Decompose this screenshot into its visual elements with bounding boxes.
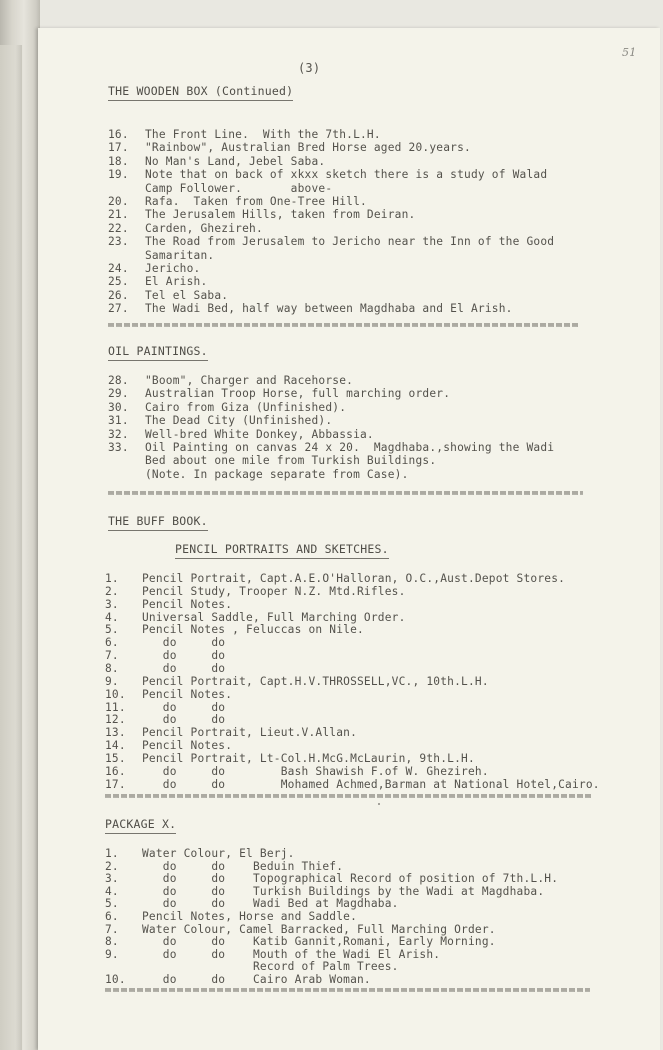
item-text: Pencil Portrait, Lt-Col.H.McG.McLaurin, 9th.L.H. — [142, 751, 475, 765]
item-number: 3. — [105, 597, 119, 611]
wooden-box-title: THE WOODEN BOX (Continued) — [108, 84, 294, 98]
item-number: 12. — [105, 713, 126, 727]
item-text: Jericho. — [145, 262, 201, 275]
item-number: 9. — [105, 947, 119, 961]
item-number: 19. — [108, 168, 129, 182]
item-number: 28. — [108, 374, 129, 387]
page-number: (3) — [298, 61, 321, 75]
item-text: do do Beduin Thief. — [142, 859, 344, 873]
item-text: do do Mohamed Achmed,Barman at National Hotel,Cairo. — [142, 777, 600, 791]
item-number: 18. — [108, 154, 129, 168]
item-text: do do — [142, 713, 226, 727]
item-text: No Man's Land, Jebel Saba. — [145, 154, 326, 168]
ink-speck — [378, 803, 380, 805]
item-number: 17. — [105, 777, 126, 791]
item-text: The Jerusalem Hills, taken from Deiran. — [145, 208, 416, 222]
item-text: Note that on back of xkxx sketch there is a study of Walad — [145, 168, 548, 182]
item-text: The Front Line. With the 7th.L.H. — [145, 128, 381, 141]
item-text: "Boom", Charger and Racehorse. — [145, 374, 354, 387]
item-text: Cairo from Giza (Unfinished). — [145, 400, 347, 414]
item-text: Camp Follower. above- — [145, 181, 333, 195]
item-number: 4. — [105, 610, 119, 624]
item-text: Australian Troop Horse, full marching order. — [145, 387, 451, 401]
item-number: 21. — [108, 208, 129, 222]
item-text: Pencil Notes, Horse and Saddle. — [142, 910, 357, 923]
item-number: 22. — [108, 221, 129, 235]
item-text: Carden, Ghezireh. — [145, 221, 263, 235]
section-divider — [105, 794, 592, 798]
item-number: 20. — [108, 195, 129, 208]
item-text: Pencil Notes. — [142, 597, 233, 611]
item-number: 8. — [105, 935, 119, 949]
item-text: Pencil Portrait, Lieut.V.Allan. — [142, 726, 357, 740]
item-number: 5. — [105, 623, 119, 637]
item-text: "Rainbow", Australian Bred Horse aged 20.years. — [145, 141, 471, 155]
section-divider — [108, 491, 583, 495]
item-number: 10. — [105, 687, 126, 701]
item-number: 11. — [105, 700, 126, 714]
item-number: 10. — [105, 973, 126, 986]
section-divider — [105, 988, 590, 992]
item-text: Water Colour, Camel Barracked, Full Marching Order. — [142, 922, 496, 936]
item-text: do do — [142, 636, 226, 650]
item-text: The Road from Jerusalem to Jericho near the Inn of the Good — [145, 235, 555, 249]
item-text: do do — [142, 649, 226, 663]
item-text: Pencil Notes. — [142, 739, 233, 753]
item-number: 15. — [105, 751, 126, 765]
item-text: Pencil Notes , Feluccas on Nile. — [142, 623, 364, 637]
item-text: do do Bash Shawish F.of W. Ghezireh. — [142, 764, 489, 778]
item-number: 9. — [105, 674, 119, 688]
item-number: 30. — [108, 400, 129, 414]
item-number: 24. — [108, 262, 129, 275]
item-text: Well-bred White Donkey, Abbassia. — [145, 427, 374, 441]
item-text: Pencil Notes. — [142, 687, 233, 701]
package-x-title: PACKAGE X. — [105, 817, 177, 831]
item-text: Rafa. Taken from One-Tree Hill. — [145, 195, 367, 208]
item-text: do do Katib Gannit,Romani, Early Morning. — [142, 935, 496, 949]
item-number: 6. — [105, 910, 119, 923]
item-number: 23. — [108, 235, 129, 249]
item-number: 1. — [105, 847, 119, 860]
pencil-portraits-subtitle: PENCIL PORTRAITS AND SKETCHES. — [175, 542, 389, 556]
item-number: 7. — [105, 922, 119, 936]
item-text: Record of Palm Trees. — [142, 960, 399, 974]
item-text: (Note. In package separate from Case). — [145, 467, 409, 481]
item-number: 27. — [108, 302, 129, 316]
item-text: Tel el Saba. — [145, 288, 229, 302]
item-text: Samaritan. — [145, 248, 215, 262]
item-text: do do — [142, 661, 226, 675]
item-text: The Wadi Bed, half way between Magdhaba and El Arish. — [145, 302, 513, 316]
item-number: 17. — [108, 141, 129, 155]
page-corner-number: 51 — [622, 46, 637, 59]
item-text: do do Wadi Bed at Magdhaba. — [142, 897, 399, 911]
item-number: 29. — [108, 387, 129, 401]
item-number: 26. — [108, 288, 129, 302]
item-number: 32. — [108, 427, 129, 441]
item-text: Universal Saddle, Full Marching Order. — [142, 610, 406, 624]
item-text: The Dead City (Unfinished). — [145, 414, 333, 428]
item-number: 16. — [108, 128, 129, 141]
item-text: Pencil Study, Trooper N.Z. Mtd.Rifles. — [142, 584, 406, 598]
item-text: Oil Painting on canvas 24 x 20. Magdhaba.,showing the Wadi — [145, 441, 555, 454]
item-number: 25. — [108, 275, 129, 289]
item-number: 4. — [105, 884, 119, 898]
item-number: 2. — [105, 859, 119, 873]
item-number: 14. — [105, 739, 126, 753]
item-number: 8. — [105, 661, 119, 675]
oil-paintings-title: OIL PAINTINGS. — [108, 344, 208, 358]
item-number: 2. — [105, 584, 119, 598]
item-number: 13. — [105, 726, 126, 740]
item-text: Pencil Portrait, Capt.H.V.THROSSELL,VC., 10th.L.H. — [142, 674, 489, 688]
item-number: 1. — [105, 572, 119, 585]
item-text: Bed about one mile from Turkish Buildings. — [145, 454, 437, 468]
binding-tab — [0, 45, 22, 1050]
item-number: 33. — [108, 441, 129, 454]
item-text: Water Colour, El Berj. — [142, 847, 295, 860]
item-number: 31. — [108, 414, 129, 428]
item-number: 6. — [105, 636, 119, 650]
item-text: do do — [142, 700, 226, 714]
item-number: 5. — [105, 897, 119, 911]
item-text: do do Cairo Arab Woman. — [142, 973, 371, 986]
item-text: do do Topographical Record of position of 7th.L.H. — [142, 872, 559, 886]
item-text: Pencil Portrait, Capt.A.E.O'Halloran, O.C.,Aust.Depot Stores. — [142, 572, 566, 585]
item-number: 7. — [105, 649, 119, 663]
item-number: 16. — [105, 764, 126, 778]
item-number: 3. — [105, 872, 119, 886]
item-text: do do Mouth of the Wadi El Arish. — [142, 947, 441, 961]
section-divider — [108, 323, 578, 327]
buff-book-title: THE BUFF BOOK. — [108, 514, 208, 528]
item-text: do do Turkish Buildings by the Wadi at Magdhaba. — [142, 884, 545, 898]
item-text: El Arish. — [145, 275, 208, 289]
